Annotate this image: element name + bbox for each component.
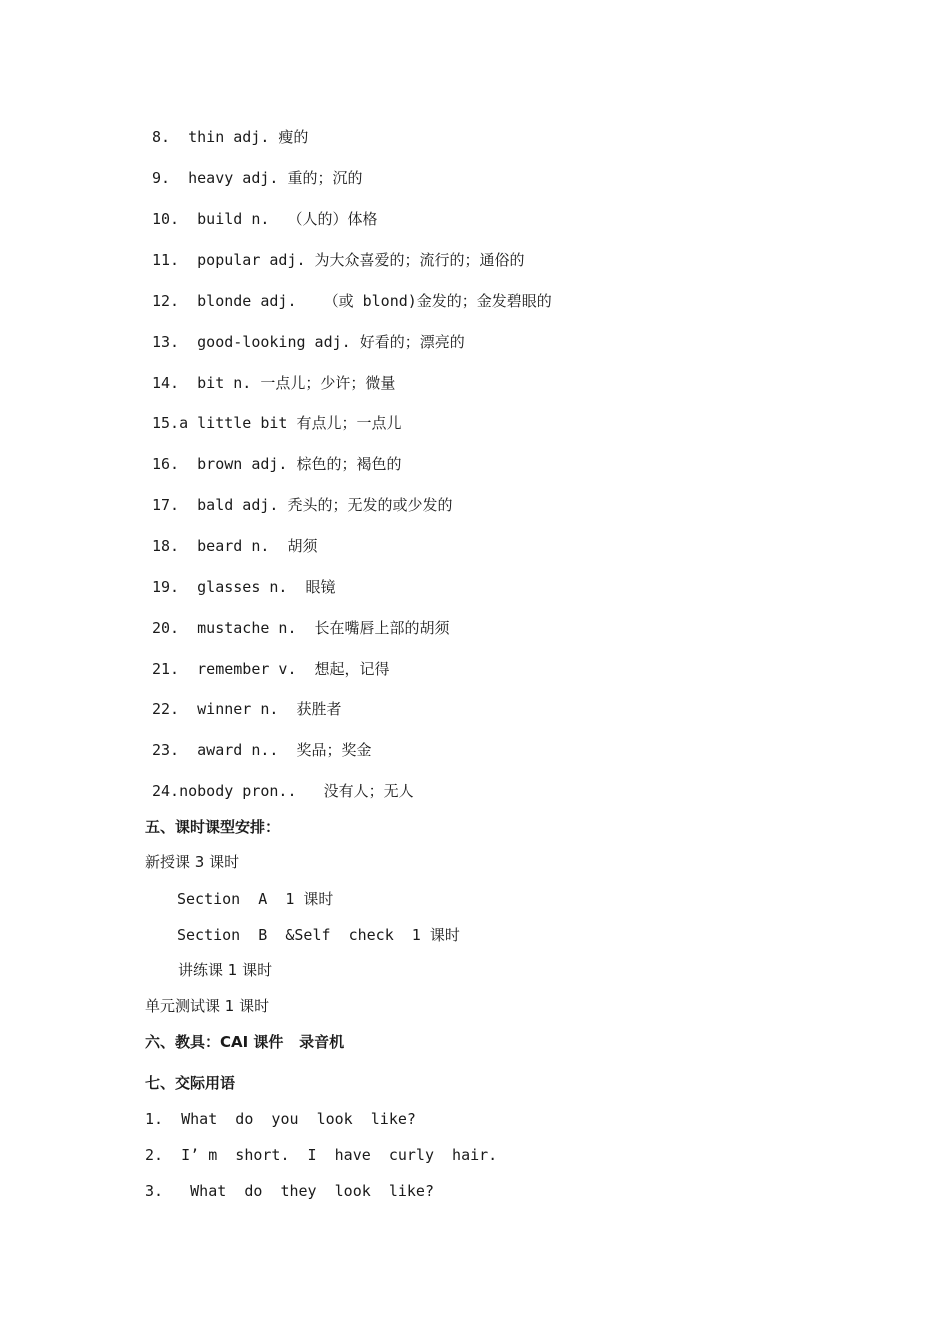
lesson-item: 讲练课 1 课时 <box>178 961 273 979</box>
lesson-item: Section B &Self check 1 课时 <box>177 926 460 944</box>
vocab-item: 15.a little bit 有点儿；一点儿 <box>152 414 402 432</box>
vocab-item: 11. popular adj. 为大众喜爱的；流行的；通俗的 <box>152 251 525 269</box>
phrase-item: 3. What do they look like? <box>145 1182 434 1200</box>
vocab-item: 14. bit n. 一点儿；少许；微量 <box>152 374 396 392</box>
phrase-item: 1. What do you look like? <box>145 1110 416 1128</box>
phrase-item: 2. I’ m short. I have curly hair. <box>145 1146 498 1164</box>
vocab-item: 18. beard n. 胡须 <box>152 537 318 555</box>
vocab-item: 10. build n. （人的）体格 <box>152 210 378 228</box>
vocab-item: 22. winner n. 获胜者 <box>152 700 342 718</box>
vocab-item: 9. heavy adj. 重的；沉的 <box>152 169 363 187</box>
vocab-item: 19. glasses n. 眼镜 <box>152 578 336 596</box>
vocab-item: 13. good-looking adj. 好看的；漂亮的 <box>152 333 465 351</box>
vocab-item: 8. thin adj. 瘦的 <box>152 128 309 146</box>
vocab-item: 16. brown adj. 棕色的；褐色的 <box>152 455 402 473</box>
section6-heading: 六、教具：CAI 课件 录音机 <box>145 1033 345 1051</box>
lesson-item: Section A 1 课时 <box>177 890 334 908</box>
vocab-item: 21. remember v. 想起，记得 <box>152 660 390 678</box>
vocab-item: 17. bald adj. 秃头的；无发的或少发的 <box>152 496 453 514</box>
vocab-item: 20. mustache n. 长在嘴唇上部的胡须 <box>152 619 450 637</box>
section7-heading: 七、交际用语 <box>145 1074 236 1092</box>
vocab-item: 23. award n.. 奖品；奖金 <box>152 741 372 759</box>
new-lessons: 新授课 3 课时 <box>145 853 240 871</box>
unit-test: 单元测试课 1 课时 <box>145 997 270 1015</box>
vocab-item: 24.nobody pron.. 没有人；无人 <box>152 782 414 800</box>
vocab-item: 12. blonde adj. （或 blond)金发的；金发碧眼的 <box>152 292 552 310</box>
section5-heading: 五、课时课型安排： <box>145 818 281 836</box>
